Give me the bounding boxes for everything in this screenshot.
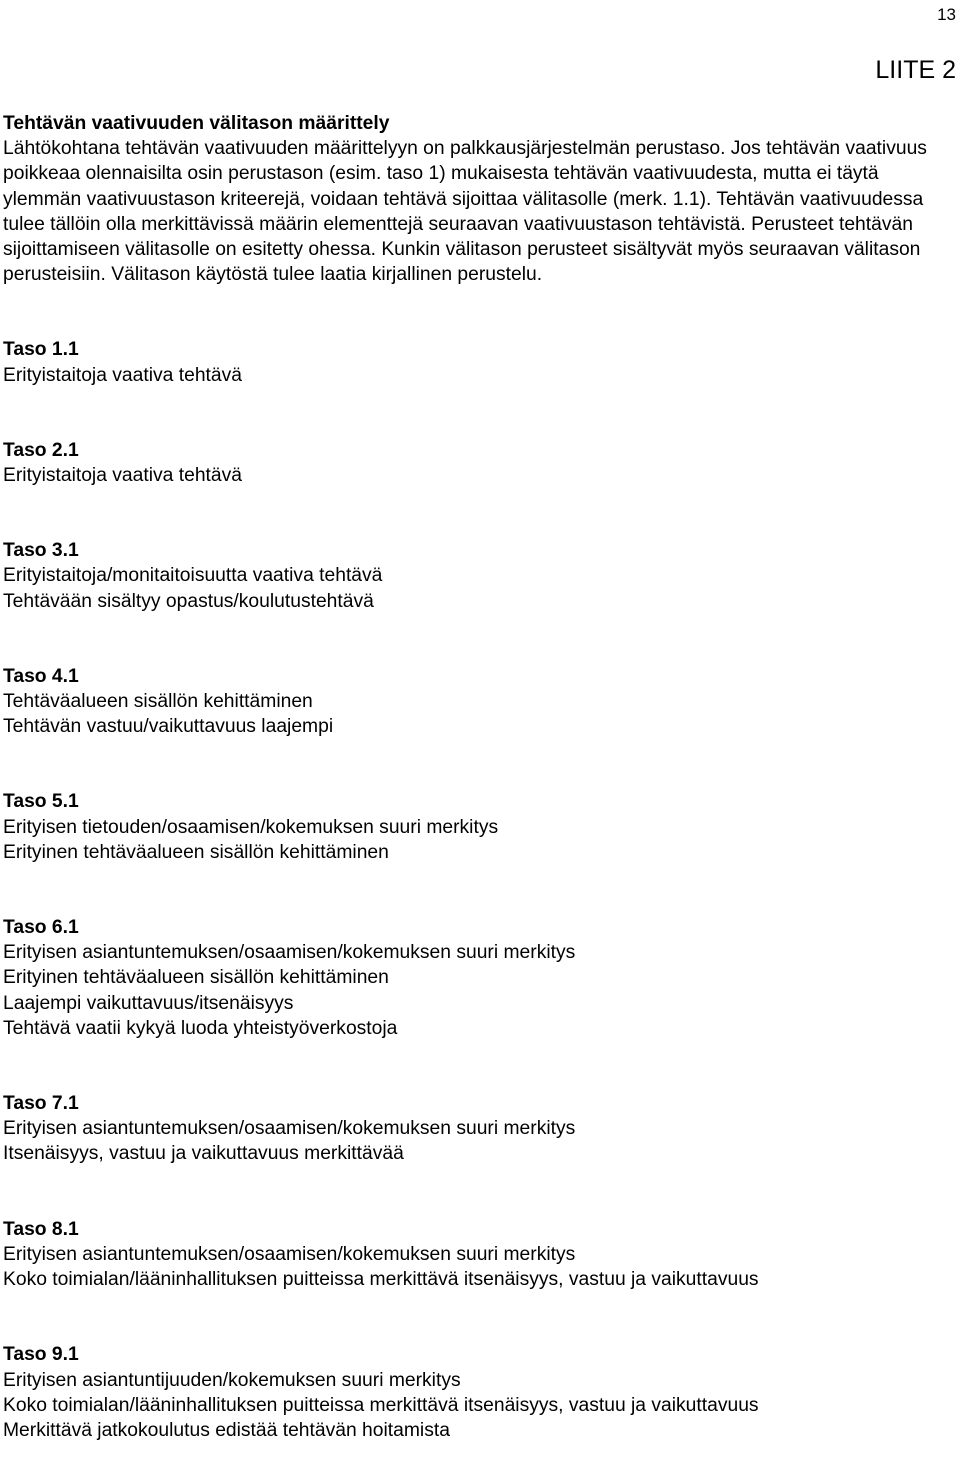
level-criterion: Erityisen tietouden/osaamisen/kokemuksen suuri merkitys xyxy=(3,816,499,838)
level-block xyxy=(3,1091,957,1167)
level-criterion: Tehtävä vaatii kykyä luoda yhteistyöverkostoja xyxy=(3,1017,398,1039)
level-title: Taso 8.1 xyxy=(3,1218,79,1240)
level-title: Taso 6.1 xyxy=(3,917,79,939)
level-criterion: Erityinen tehtäväalueen sisällön kehittäminen xyxy=(3,967,389,989)
level-criterion: Erityisen asiantuntemuksen/osaamisen/kokemuksen suuri merkitys xyxy=(3,942,576,964)
level-criterion: Merkittävä jatkokoulutus edistää tehtävän hoitamista xyxy=(3,1419,450,1441)
level-title: Taso 4.1 xyxy=(3,665,79,687)
level-block xyxy=(3,915,957,1041)
section-title: Tehtävän vaativuuden välitason määrittely xyxy=(3,113,390,134)
level-block xyxy=(3,538,957,614)
level-title: Taso 3.1 xyxy=(3,540,79,562)
level-title: Taso 5.1 xyxy=(3,791,79,813)
page-number: 13 xyxy=(937,5,956,24)
level-criterion: Erityistaitoja vaativa tehtävä xyxy=(3,465,242,487)
level-block xyxy=(3,664,957,740)
level-block xyxy=(3,789,957,865)
appendix-label: LIITE 2 xyxy=(875,56,956,84)
level-criterion: Koko toimialan/lääninhallituksen puitteissa merkittävä itsenäisyys, vastuu ja vaikuttavuus xyxy=(3,1269,759,1291)
level-criterion: Itsenäisyys, vastuu ja vaikuttavuus merkittävää xyxy=(3,1143,404,1165)
level-criterion: Erityistaitoja vaativa tehtävä xyxy=(3,364,242,386)
level-title: Taso 2.1 xyxy=(3,439,79,461)
level-criterion: Tehtävään sisältyy opastus/koulutustehtävä xyxy=(3,590,374,612)
intro-paragraph: Lähtökohtana tehtävän vaativuuden määrittelyyn on palkkausjärjestelmän perustaso. Jos tehtävän vaativuus poikkeaa olennaisilta osin perustason (esim. taso 1) mukaisesta tehtävän vaativuudesta, mutta ei täytä ylemmän vaativuustason kriteerejä, voidaan tehtävä sijoittaa välitasolle (merk. 1.1). Tehtävän vaativuudessa tulee tällöin olla merkittävissä määrin elementtejä seuraavan vaativuustason tehtävistä. Perusteet tehtävän sijoittamiseen välitasolle on esitetty ohessa. Kunkin välitason perusteet sisältyvät myös seuraavan välitason perusteisiin. Välitason käytöstä tulee laatia kirjallinen perustelu. xyxy=(3,138,927,286)
level-criterion: Tehtävän vastuu/vaikuttavuus laajempi xyxy=(3,716,334,738)
level-criterion: Tehtäväalueen sisällön kehittäminen xyxy=(3,691,313,713)
level-block xyxy=(3,1342,957,1443)
level-block xyxy=(3,337,957,387)
level-title: Taso 9.1 xyxy=(3,1344,79,1366)
level-block xyxy=(3,438,957,488)
document-body xyxy=(3,111,957,1443)
level-criterion: Erityistaitoja/monitaitoisuutta vaativa tehtävä xyxy=(3,565,383,587)
level-criterion: Erityisen asiantuntemuksen/osaamisen/kokemuksen suuri merkitys xyxy=(3,1118,576,1140)
level-title: Taso 7.1 xyxy=(3,1093,79,1115)
level-criterion: Koko toimialan/lääninhallituksen puitteissa merkittävä itsenäisyys, vastuu ja vaikuttavuus xyxy=(3,1394,759,1416)
level-criterion: Laajempi vaikuttavuus/itsenäisyys xyxy=(3,992,294,1014)
level-list xyxy=(3,337,957,1443)
level-block xyxy=(3,1217,957,1293)
level-title: Taso 1.1 xyxy=(3,339,79,361)
level-criterion: Erityisen asiantuntijuuden/kokemuksen suuri merkitys xyxy=(3,1369,461,1391)
level-criterion: Erityisen asiantuntemuksen/osaamisen/kokemuksen suuri merkitys xyxy=(3,1243,576,1265)
level-criterion: Erityinen tehtäväalueen sisällön kehittäminen xyxy=(3,841,389,863)
